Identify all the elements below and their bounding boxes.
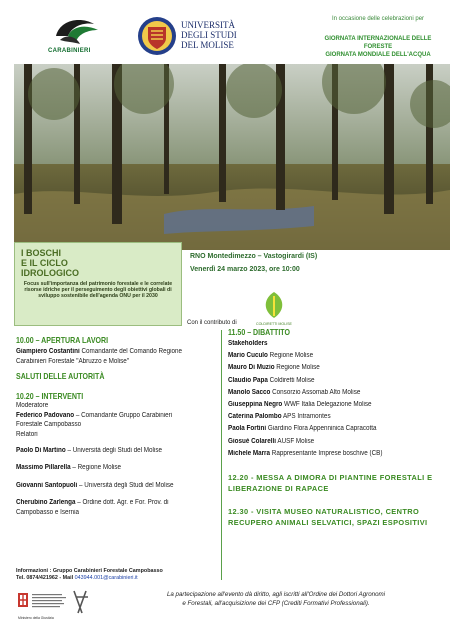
speaker-pillarella: [16, 463, 196, 473]
contribution-label: Con il contributo di: [187, 320, 237, 326]
speaker-padovano: [16, 411, 196, 421]
speakers-label: Relatori: [16, 430, 38, 438]
university-line-2: DEGLI STUDI: [181, 30, 237, 40]
contact-line: [16, 575, 163, 582]
coldiretti-logo-icon: [254, 288, 294, 328]
event-location: RNO Montedimezzo – Vastogirardi (IS): [190, 253, 318, 260]
cfp-note-line-2: e Forestali, all'acquisizione dei CFP (Crediti Formativi Professionali).: [182, 600, 370, 607]
speaker-zarlenga: [16, 498, 196, 508]
section-visit-b: RECUPERO ANIMALI SELVATICI, SPAZI ESPOSITIVI: [228, 518, 428, 528]
speaker-name: Paolo Di Martino: [16, 446, 66, 454]
speaker-name: Federico Padovano: [16, 411, 75, 419]
speaker-name: Massimo Pillarella: [16, 464, 71, 472]
day-forests: GIORNATA INTERNAZIONALE DELLE: [324, 36, 432, 42]
stakeholder-name: Caterina Palombo: [228, 413, 282, 421]
speaker-di-martino: [16, 446, 196, 456]
program-left-column: [16, 336, 216, 518]
day-forests-b: FORESTE: [363, 44, 393, 50]
stakeholder-org: Giardino Flora Appenninica Capracotta: [266, 425, 377, 433]
speaker-role: – Regione Molise: [70, 464, 122, 472]
stakeholder-org: APS Intramontes: [281, 413, 331, 421]
stakeholders-title: Stakeholders: [228, 340, 268, 347]
contact-info: [16, 568, 163, 582]
ministry-emblem-icon: [18, 593, 28, 607]
partner-logos: [14, 583, 114, 623]
celebration-days: [308, 35, 448, 59]
header: [0, 0, 456, 64]
section-opening: 10.00 – APERTURA LAVORI: [16, 336, 109, 345]
cfp-note: [102, 590, 450, 608]
speaker-name: Giampiero Costantini: [16, 348, 80, 355]
day-water: GIORNATA MONDIALE DELL'ACQUA: [325, 52, 431, 58]
stakeholder-name: Giosuè Colarelli: [228, 437, 276, 445]
stakeholder-org: Consorzio Assomab Alto Molise: [270, 388, 361, 396]
order-logo-icon: [74, 591, 88, 613]
section-debate: 11.50 – DIBATTITO: [228, 328, 290, 337]
stakeholder-name: Michele Marra: [228, 449, 271, 457]
stakeholder-name: Mauro Di Muzio: [228, 364, 275, 372]
speaker-role-cont: Forestale Campobasso: [16, 421, 82, 429]
section-planting-a: 12.20 - MESSA A DIMORA DI PIANTINE FORESTALI E: [228, 473, 433, 483]
stakeholder-name: Claudio Papa: [228, 376, 268, 384]
info-text: Informazioni : Gruppo Carabinieri Forestale Campobasso: [16, 568, 163, 574]
stakeholder-org: Regione Molise: [274, 364, 320, 372]
stakeholder-org: Rappresentante Imprese boschive (CB): [270, 449, 383, 457]
speaker-santopuoli: [16, 481, 196, 491]
stakeholder-row: [228, 351, 428, 361]
university-name: [181, 20, 237, 50]
section-planting-b: LIBERAZIONE DI RAPACE: [228, 484, 329, 494]
stakeholder-row: [228, 400, 428, 410]
contact-text: Tel. 0874/421962 - Mail: [16, 575, 75, 581]
stakeholder-row: [228, 449, 428, 459]
title-description: Focus sull'importanza del patrimonio forestale e le correlate risorse idriche per il perseguimento degli obiettivi globali di sviluppo sostenibile dell'agenda ONU per il 2030: [23, 281, 173, 300]
title-line-2: E IL CICLO: [21, 258, 68, 268]
university-seal-icon: [137, 16, 177, 56]
email-link[interactable]: 043944.001@carabinieri.it: [74, 575, 138, 581]
speaker-role: – Università degli Studi del Molise: [65, 446, 163, 454]
program-right-column: [228, 328, 450, 528]
event-date: Venerdì 24 marzo 2023, ore 10:00: [190, 266, 300, 273]
speaker-name: Giovanni Santopuoli: [16, 481, 78, 489]
info-line: [16, 568, 163, 575]
column-divider: [221, 330, 222, 580]
stakeholder-org: WWF Italia Delegazione Molise: [282, 400, 372, 408]
speaker-role: – Comandante Gruppo Carabinieri: [74, 411, 173, 419]
stakeholder-row: [228, 388, 428, 398]
university-line-1: UNIVERSITÀ: [181, 20, 235, 30]
title-line-1: I BOSCHI: [21, 248, 62, 258]
moderator-label: Moderatore: [16, 402, 49, 410]
stakeholder-org: Regione Molise: [267, 352, 314, 360]
title-line-3: IDROLOGICO: [21, 268, 79, 278]
celebration-note: In occasione delle celebrazioni per: [331, 16, 425, 22]
order-text-lines: [32, 594, 66, 607]
section-talks: 10.20 – INTERVENTI: [16, 392, 84, 402]
speaker-costantini: [16, 347, 196, 357]
stakeholder-name: Manolo Sacco: [228, 388, 271, 396]
stakeholder-row: [228, 437, 428, 447]
speaker-role: – Università degli Studi del Molise: [77, 481, 174, 489]
speaker-name: Cherubino Zarlenga: [16, 499, 76, 507]
stakeholder-name: Giuseppina Negro: [228, 400, 283, 408]
event-title-box: [14, 242, 182, 326]
stakeholder-name: Paola Fortini: [228, 425, 267, 433]
speaker-role: – Ordine dott. Agr. e For. Prov. di: [75, 499, 169, 507]
section-visit-a: 12.30 - VISITA MUSEO NATURALISTICO, CENTRO: [228, 507, 420, 517]
speaker-role: Comandante del Comando Regione: [79, 348, 182, 355]
forest-stream-photo: [14, 64, 450, 250]
stakeholder-org: AUSF Molise: [275, 437, 315, 445]
sponsor-label: COLDIRETTI MOLISE: [256, 322, 292, 326]
carabinieri-label: CARABINIERI: [48, 48, 91, 54]
stakeholder-org: Coldiretti Molise: [267, 376, 315, 384]
speaker-role-cont: Carabinieri Forestale "Abruzzo e Molise": [16, 357, 130, 365]
stakeholder-list: [228, 351, 450, 458]
stakeholder-name: Mario Cuculo: [228, 352, 268, 360]
stakeholder-row: [228, 424, 428, 434]
cfp-note-line-1: La partecipazione all'evento dà diritto, agli iscritti all'Ordine dei Dottori Agronomi: [166, 591, 386, 598]
stakeholders-label: [228, 339, 428, 349]
ministry-label: Ministero della Giustizia: [18, 616, 54, 620]
stakeholder-row: [228, 412, 428, 422]
section-greetings: SALUTI DELLE AUTORITÀ: [16, 372, 105, 382]
university-line-3: DEL MOLISE: [181, 40, 234, 50]
speaker-role-cont: Campobasso e Isernia: [16, 508, 80, 516]
stakeholder-row: [228, 376, 428, 386]
stakeholder-row: [228, 363, 428, 373]
